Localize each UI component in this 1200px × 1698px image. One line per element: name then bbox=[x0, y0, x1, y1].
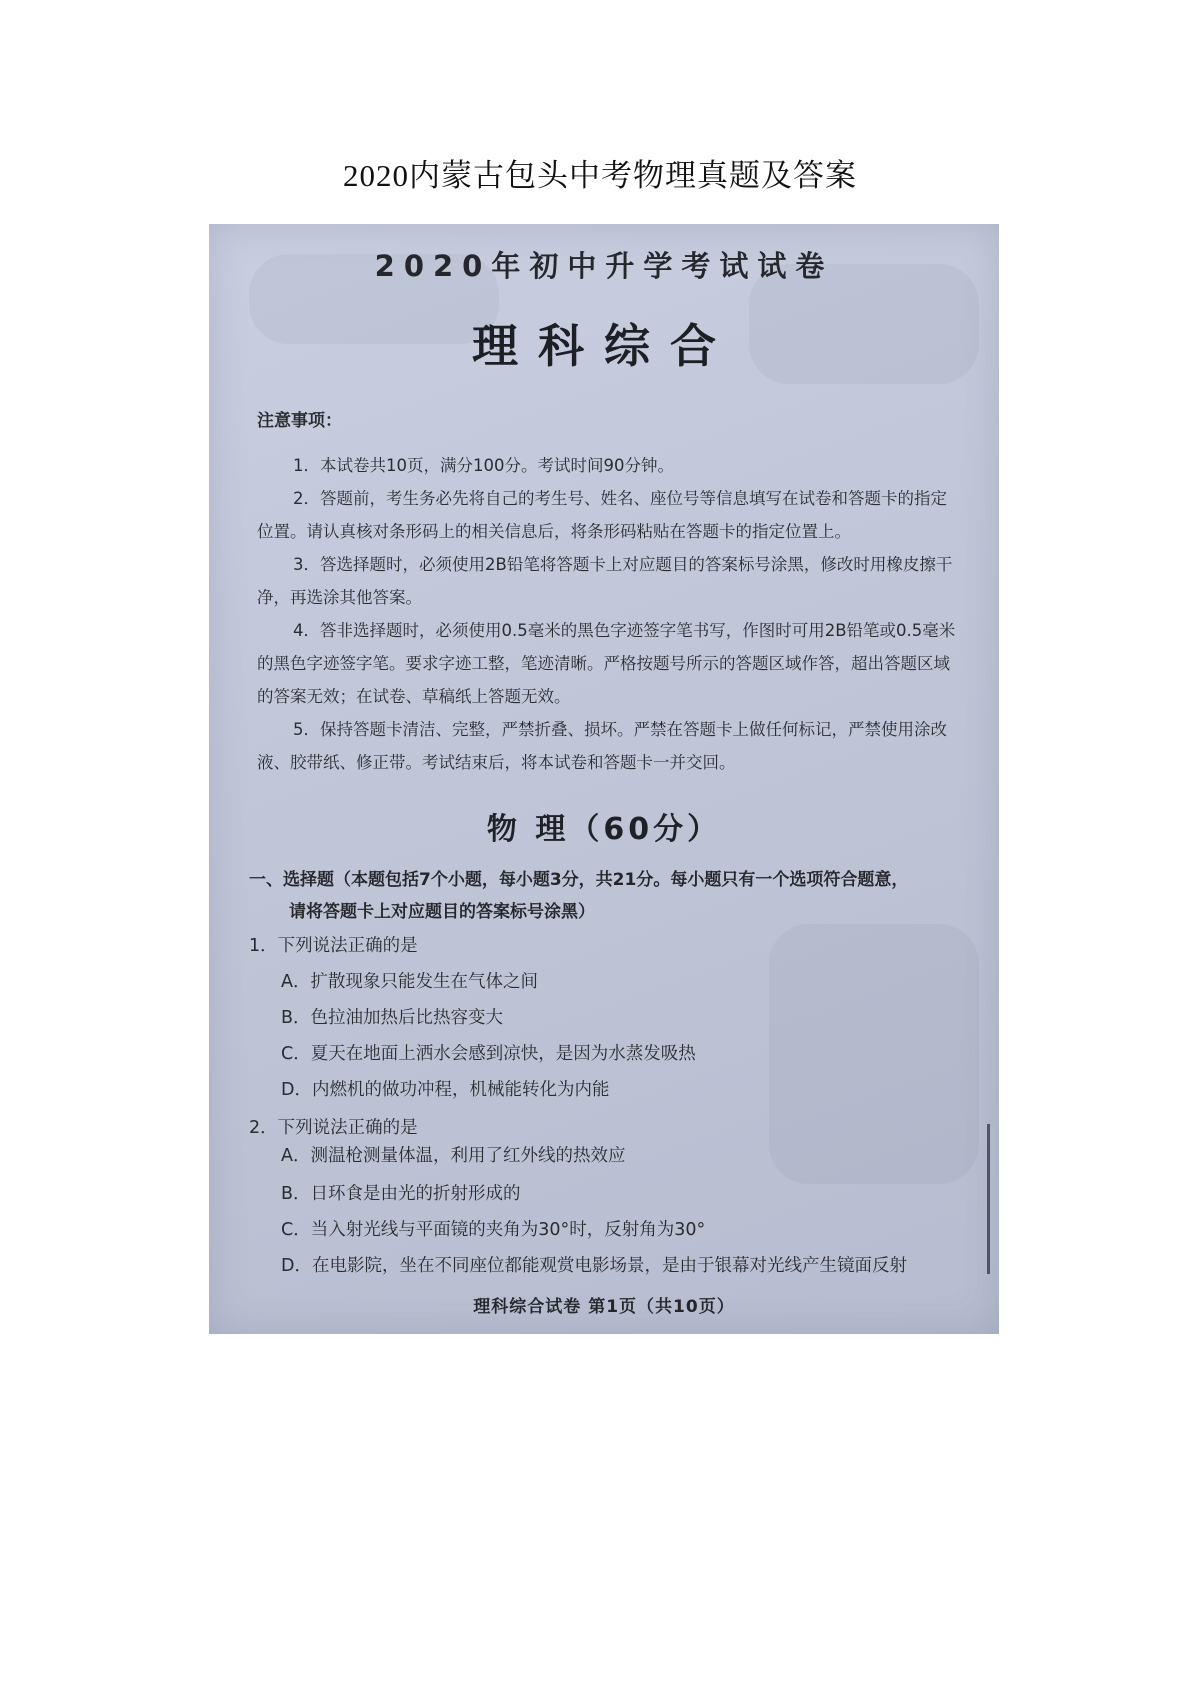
page-edge-shadow bbox=[987, 1124, 990, 1274]
mcq-heading-line: 请将答题卡上对应题目的答案标号涂黑） bbox=[289, 902, 595, 922]
scanned-exam-page bbox=[209, 224, 999, 1334]
document-title: 2020内蒙古包头中考物理真题及答案 bbox=[343, 158, 857, 193]
answer-option: B．色拉油加热后比热容变大 bbox=[281, 1008, 504, 1028]
question-stem: 2．下列说法正确的是 bbox=[249, 1118, 418, 1138]
question-stem: 1．下列说法正确的是 bbox=[249, 936, 418, 956]
notice-item: 4．答非选择题时，必须使用0.5毫米的黑色字迹签字笔书写，作图时可用2B铅笔或0.5毫米的黑色字迹签字笔。要求字迹工整，笔迹清晰。严格按题号所示的答题区域作答，超出答题区域的答案无效；在试卷、草稿纸上答题无效。 bbox=[257, 621, 956, 706]
exam-subject: 理科综合 bbox=[472, 319, 736, 373]
answer-option: C．夏天在地面上洒水会感到凉快，是因为水蒸发吸热 bbox=[281, 1044, 696, 1064]
notice-item: 3．答选择题时，必须使用2B铅笔将答题卡上对应题目的答案标号涂黑，修改时用橡皮擦干净，再选涂其他答案。 bbox=[257, 555, 953, 607]
answer-option: A．扩散现象只能发生在气体之间 bbox=[281, 972, 538, 992]
answer-option: D．在电影院，坐在不同座位都能观赏电影场景，是由于银幕对光线产生镜面反射 bbox=[281, 1256, 907, 1276]
answer-option: C．当入射光线与平面镜的夹角为30°时，反射角为30° bbox=[281, 1220, 706, 1240]
notice-label: 注意事项： bbox=[257, 411, 342, 431]
notice-item: 2．答题前，考生务必先将自己的考生号、姓名、座位号等信息填写在试卷和答题卡的指定位置。请认真核对条形码上的相关信息后，将条形码粘贴在答题卡的指定位置上。 bbox=[257, 489, 947, 541]
mcq-heading-line: 一、选择题（本题包括7个小题，每小题3分，共21分。每小题只有一个选项符合题意， bbox=[249, 870, 909, 890]
answer-option: A．测温枪测量体温，利用了红外线的热效应 bbox=[281, 1146, 626, 1166]
exam-heading: 2020年初中升学考试试卷 bbox=[374, 249, 834, 283]
notice-item: 5．保持答题卡清洁、完整，严禁折叠、损坏。严禁在答题卡上做任何标记，严禁使用涂改液、胶带纸、修正带。考试结束后，将本试卷和答题卡一并交回。 bbox=[257, 720, 947, 772]
notice-item: 1．本试卷共10页，满分100分。考试时间90分钟。 bbox=[293, 456, 674, 475]
bleed-through-shadow bbox=[769, 924, 979, 1184]
multiple-choice-heading bbox=[249, 864, 969, 928]
page-footer: 理科综合试卷 第1页（共10页） bbox=[473, 1297, 735, 1317]
answer-option: B．日环食是由光的折射形成的 bbox=[281, 1184, 521, 1204]
physics-section-title: 物 理（60分） bbox=[486, 812, 722, 847]
answer-option: D．内燃机的做功冲程，机械能转化为内能 bbox=[281, 1080, 610, 1100]
